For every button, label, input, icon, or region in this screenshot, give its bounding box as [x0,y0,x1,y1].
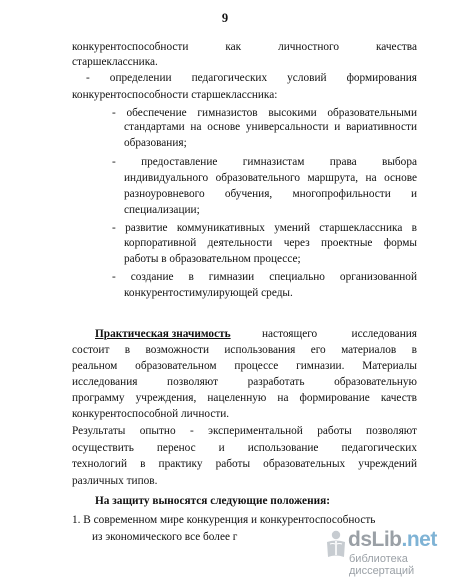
watermark-subtitle: библиотека диссертаций [349,553,415,577]
page-number: 9 [221,11,229,25]
text-line: разноуровневого обучения, многопрофильности и [124,188,417,200]
text-line: реальном образовательном процессе гимназии. Материалы [72,360,417,372]
text-line: конкурентоспособности старшеклассника: [72,89,278,101]
list-item: - предоставление гимназистам права выбора [112,156,417,168]
text-line: старшеклассника. [72,56,158,68]
text-line: различных типов. [72,475,158,487]
text-line: осуществить перенос и использование педагогических [72,442,417,454]
text-line: Результаты опытно - экспериментальной работы позволяют [72,425,417,437]
dslib-logo-icon [322,530,350,560]
list-item: - обеспечение гимназистов высокими образовательными [112,107,417,119]
text-line: конкурентоспособности как личностного качества [72,41,417,53]
text-line: состоит в возможности использования его материалов в [72,344,417,356]
watermark-brand: dsLib.net [348,528,437,551]
list-item: - развитие коммуникативных умений старшеклассника в [112,222,417,234]
text-line: работы в образовательном процессе; [124,253,301,265]
text-line: программу учреждения, нацеленную на формирование качеств [72,392,417,404]
text-line: корпоративной деятельности через проектные формы [124,237,417,249]
text-line: индивидуального образовательного маршрута, на основе [124,172,417,184]
text-line: конкурентостимулирующей среды. [124,287,293,299]
section-heading: На защиту выносятся следующие положения: [95,495,330,507]
text-line: технологий в практику работы образовательных учреждений [72,458,417,470]
text-line: - определении педагогических условий формирования [86,72,417,84]
text-line: стандартами на основе универсальности и вариативности [124,121,417,133]
text-line: исследования позволяют разработать образовательную [72,376,417,388]
text-line: образования; [124,137,187,149]
dslib-watermark [322,528,442,577]
list-item: 1. В современном мире конкуренция и конкурентоспособность [72,514,376,526]
text-line: конкурентоспособной личности. [72,408,230,420]
text-line: настоящего исследования [262,328,417,340]
list-item: - создание в гимназии специально организованной [112,271,417,283]
section-heading: Практическая значимость [95,328,231,340]
text-line: специализации; [124,204,200,216]
text-line: из экономического все более г [92,531,238,543]
